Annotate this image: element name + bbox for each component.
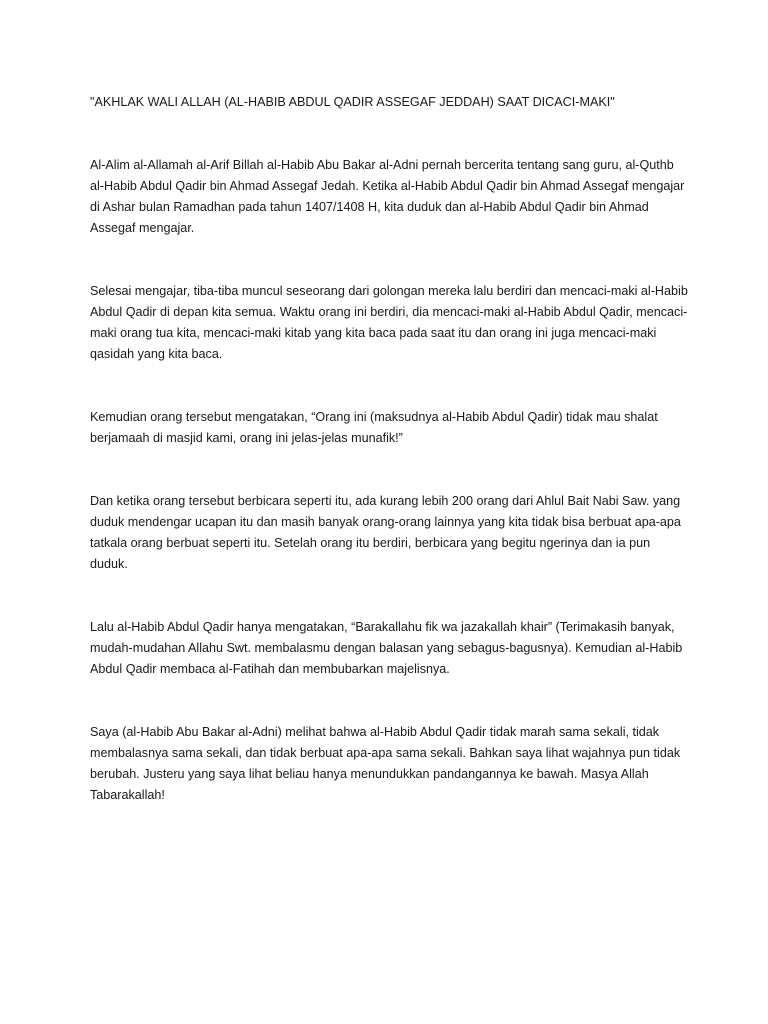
paragraph-4: Dan ketika orang tersebut berbicara seperti itu, ada kurang lebih 200 orang dari Ahlul Bait Nabi Saw. yang duduk mendengar ucapan itu dan masih banyak orang-orang lainnya yang kita tidak bisa berbuat apa-apa tatkala orang berbuat seperti itu. Setelah orang itu berdiri, berbicara yang begitu ngerinya dan ia pun duduk. — [90, 494, 681, 571]
document-title: "AKHLAK WALI ALLAH (AL-HABIB ABDUL QADIR ASSEGAF JEDDAH) SAAT DICACI-MAKI" — [90, 95, 615, 109]
paragraph-1: Al-Alim al-Allamah al-Arif Billah al-Habib Abu Bakar al-Adni pernah bercerita tentang sang guru, al-Quthb al-Habib Abdul Qadir bin Ahmad Assegaf Jedah. Ketika al-Habib Abdul Qadir bin Ahmad Assegaf mengajar di Ashar bulan Ramadhan pada tahun 1407/1408 H, kita duduk dan al-Habib Abdul Qadir bin Ahmad Assegaf mengajar. — [90, 158, 685, 235]
document-body — [90, 92, 690, 802]
paragraph-3: Kemudian orang tersebut mengatakan, “Orang ini (maksudnya al-Habib Abdul Qadir) tidak mau shalat berjamaah di masjid kami, orang ini jelas-jelas munafik!” — [90, 410, 658, 445]
paragraph-6: Saya (al-Habib Abu Bakar al-Adni) melihat bahwa al-Habib Abdul Qadir tidak marah sama sekali, tidak membalasnya sama sekali, dan tidak berbuat apa-apa sama sekali. Bahkan saya lihat wajahnya pun tidak berubah. Justeru yang saya lihat beliau hanya menundukkan pandangannya ke bawah. Masya Allah Tabarakallah! — [90, 725, 681, 802]
paragraph-2: Selesai mengajar, tiba-tiba muncul seseorang dari golongan mereka lalu berdiri dan mencaci-maki al-Habib Abdul Qadir di depan kita semua. Waktu orang ini berdiri, dia mencaci-maki al-Habib Abdul Qadir, mencaci-maki orang tua kita, mencaci-maki kitab yang kita baca pada saat itu dan orang ini juga mencaci-maki qasidah yang kita baca. — [90, 284, 688, 361]
paragraph-5: Lalu al-Habib Abdul Qadir hanya mengatakan, “Barakallahu fik wa jazakallah khair” (Terimakasih banyak, mudah-mudahan Allahu Swt. membalasmu dengan balasan yang sebagus-bagusnya). Kemudian al-Habib Abdul Qadir membaca al-Fatihah dan membubarkan majelisnya. — [90, 620, 683, 676]
